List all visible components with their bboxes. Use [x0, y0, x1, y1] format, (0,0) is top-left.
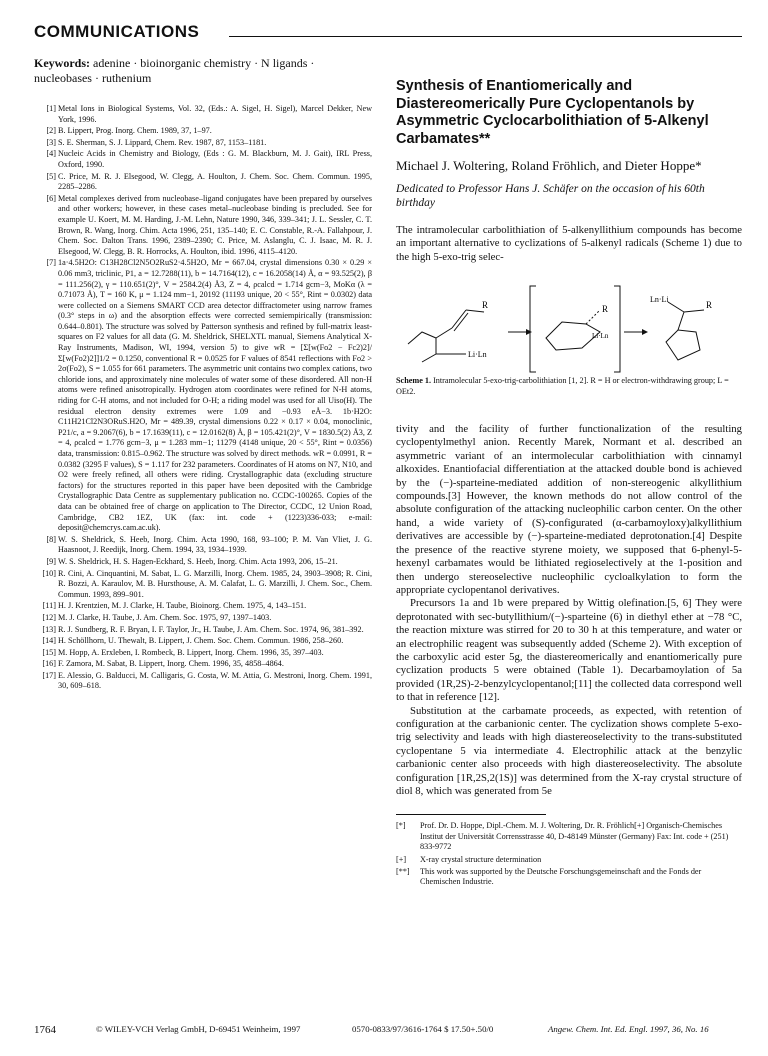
footnote-text: X-ray crystal structure determination [420, 854, 542, 864]
reference-item [34, 535, 372, 556]
scheme-label-r3: R [706, 300, 713, 311]
reference-number: [5] [46, 171, 56, 181]
reference-text: B. Lippert, Prog. Inorg. Chem. 1989, 37, 1–97. [58, 126, 212, 136]
reference-text: W. S. Sheldrick, S. Heeb, Inorg. Chim. Acta 1990, 168, 93–100; P. M. Van Vliet, J. G. Haasnoot, J. Reedijk, Inorg. Chem. 1994, 33, 1934–1939. [58, 534, 372, 555]
scheme-1-figure [396, 272, 742, 376]
reference-item [34, 569, 372, 601]
reference-text: E. Alessio, G. Balducci, M. Calligaris, G. Costa, W. M. Attia, G. Mestroni, Inorg. Chem. 1991, 30, 609–618. [58, 670, 372, 691]
reference-text: S. E. Sherman, S. J. Lippard, Chem. Rev. 1987, 87, 1153–1181. [58, 137, 267, 147]
footnote-item [396, 855, 742, 865]
reference-number: [13] [42, 624, 56, 634]
reference-item [34, 126, 372, 137]
scheme-label-li2: Li·Ln [592, 332, 609, 341]
reference-item [34, 194, 372, 258]
right-column [396, 56, 742, 890]
body-paragraph-2: Precursors 1a and 1b were prepared by Wittig olefination.[5, 6] They were deprotonated with sec-butyllithium/(−)-sparteine (6) in diethyl ether at −78 °C, the reaction mixture was stirred for 20 to 30 h at this temperature, and water or an electrophilic reagent was subsequently added (Scheme 2). With exception of the carboxylic acid ester 5g, the diastereomerically and enantiomerically pure cyclization products 5 were obtained (Table 1). Decarbamoylation of 5a provided (1R,2S)-2-benzylcyclopentanol;[11] the collected data correspond well to that in reference [12]. [396, 597, 742, 704]
scheme-caption-label: Scheme 1. [396, 376, 432, 386]
reference-text: F. Zamora, M. Sabat, B. Lippert, Inorg. Chem. 1996, 35, 4858–4864. [58, 659, 284, 669]
reference-item [34, 636, 372, 647]
reference-number: [7] [46, 258, 56, 268]
reference-text: Metal Ions in Biological Systems, Vol. 32, (Eds.: A. Sigel, H. Sigel), Marcel Dekker, New York, 1996. [58, 104, 372, 124]
scheme-label-lnli: Ln·Li [650, 295, 669, 305]
scheme-label-r2: R [602, 304, 609, 315]
scheme-label-li: Li·Ln [468, 350, 487, 360]
header-rule [229, 36, 742, 37]
article-authors: Michael J. Woltering, Roland Fröhlich, and Dieter Hoppe* [396, 158, 702, 173]
footnote-mark: [**] [396, 867, 410, 877]
body-paragraph-1: tivity and the facility of further functionalization of the resulting cyclopentylmethyl anion. Recently Marek, Normant et al. described an asymmetric variant of an intermolecular carbolithiation with cinnamyl alkoxides. Enantiofacial differentiation at the attacked double bond is achieved by the (−)-sparteine-mediated addition of non-stereogenic alkyllithium compounds.[3] However, the known methods do not allow control of the absolute configuration of the attacking nucleophilic carbon center. On the other hand, a wide variety of (S)-configurated (α-carbamoyloxy)alkyllithium derivatives are accessible by (−)-sparteine-mediated deprotonation.[4] Despite the presence of the reactive styrene moiety, we supposed that 6-phenyl-5-hexenyl carbamates would be lithiated regioselectively at the 1-position and then undergo stereoselective nucleophilic cycloalkylation to form the appropriate cyclopentanol derivatives. [396, 423, 742, 596]
footnote-text: This work was supported by the Deutsche Forschungsgemeinschaft and the Fonds der Chemischen Industrie. [420, 867, 702, 887]
scheme-caption-text: Intramolecular 5-exo-trig-carbolithiation [1, 2]. R = H or electron-withdrawing group; L = OEt2. [396, 376, 729, 396]
reference-text: H. J. Krentzien, M. J. Clarke, H. Taube, Bioinorg. Chem. 1975, 4, 143–151. [58, 601, 307, 611]
body-paragraph-3: Substitution at the carbamate proceeds, as expected, with retention of configuration at the carbanionic center. The cyclization shows complete 5-exo-trig selectivity and leads with high diastereoselectivity to the trans-substituted cyclopentane 5 via intermediate 4. Electrophilic attack at the benzylic carbanionic center also proceeds with high diastereoselectivity. The absolute configuration [1R,2S,2(1S)] was determined from the X-ray crystal structure of diol 8, which was generated from 5e [396, 704, 742, 797]
reference-item [34, 104, 372, 125]
reference-item [34, 172, 372, 193]
reference-text: Nucleic Acids in Chemistry and Biology, (Eds : G. M. Blackburn, M. J. Gait), IRL Press, Oxford, 1990. [58, 149, 372, 169]
arrowhead-1 [526, 329, 532, 335]
reference-item [34, 601, 372, 612]
open-chain-bond [408, 332, 436, 362]
footnotes [396, 821, 742, 887]
article-title: Synthesis of Enantiomerically and Diastereomerically Pure Cyclopentanols by Asymmetric Cyclocarbolithiation of 5-Alkenyl Carbamates** [396, 78, 709, 147]
reference-item [34, 625, 372, 636]
reference-text: C. Price, M. R. J. Elsegood, W. Clegg, A. Houlton, J. Chem. Soc. Chem. Commun. 1995, 2285–2286. [58, 171, 372, 192]
reference-number: [10] [42, 568, 56, 578]
reference-number: [15] [42, 647, 56, 657]
bracket-left [530, 286, 536, 372]
left-column [34, 56, 372, 693]
footnote-mark: [*] [396, 821, 406, 831]
reference-number: [12] [42, 612, 56, 622]
reference-number: [6] [46, 193, 56, 203]
reference-number: [17] [42, 670, 56, 680]
reference-number: [14] [42, 636, 56, 646]
reference-number: [9] [46, 556, 56, 566]
dedication: Dedicated to Professor Hans J. Schäfer on the occasion of his 60th birthday [396, 183, 705, 209]
keywords-text: adenine · bioinorganic chemistry · N ligands · nucleobases · ruthenium [34, 56, 315, 85]
journal-citation: Angew. Chem. Int. Ed. Engl. 1997, 36, No. 16 [548, 1024, 709, 1034]
reference-text: M. Hopp, A. Erxleben, I. Rombeck, B. Lippert, Inorg. Chem. 1996, 35, 397–403. [58, 647, 324, 657]
reference-text: R. Cini, A. Cinquantini, M. Sabat, L. G. Marzilli, Inorg. Chem. 1985, 24, 3903–3908; R. Cini, R. Bozzi, A. Karaulov, M. B. Hursthouse, A. M. Calafat, L. G. Marzilli, J. Chem. Soc., Chem. Commun. 1993, 899–901. [58, 568, 372, 599]
article-body [396, 423, 742, 798]
cyclopentane-ring [666, 330, 700, 360]
footnote-text: Prof. Dr. D. Hoppe, Dipl.-Chem. M. J. Woltering, Dr. R. Fröhlich[+] Organisch-Chemisches Institut der Universität Corrensstrasse 40, D-48149 Münster (Germany) Fax: Int. code + (251) 833-9772 [420, 821, 729, 852]
reference-text: 1a·4.5H2O: C13H28Cl2N5O2RuS2·4.5H2O, Mr = 667.04, crystal dimensions 0.30 × 0.29 × 0.06 mm3, triclinic, P1, a = 12.7288(11), b = 14.7164(12), c = 16.2058(14) Å, α = 93.525(2), β = 111.256(2), γ = 110.651(2)°, V = 2584.2(4) Å3, Z = 4, ρcalcd = 1.714 gcm−3, MoKα (λ = 0.71073 Å), T = 160 K, μ = 1.124 mm−1, 20192 (11193 unique, 20 < 55°, Rint = 0.0302) data were collected on a Siemens SMART CCD area detector diffractometer using narrow frames (0.3° steps in ω) and the absorption effects were corrected semiempirically (transmission: 0.644–0.801). The structure was solved by Patterson synthesis and refined by full-matrix least-squares on F2 values for all data (G. M. Sheldrick, SHELXTL manual, Siemens Analytical X-Ray Instruments, Madison, WI, 1994, version 5) to give wR = [Σ[w(Fo2 − Fc2)2]/Σ[w(Fo2)2]]1/2 = 0.1250, conventional R = 0.0525 for F values of 8541 reflections with Fo2 > 2σ(Fo2), S = 1.055 for 661 parameters. The asymmetric unit contains two complex cations, two chloride ions, and approximately nine molecules of water some of these disordered. All non-H atoms were refined anisotropically. Hydrogen atom coordinates were refined for N-H atoms, riding for C-H atoms, and not included for O-H; a riding model was used for all Uiso(H). The residual electron density extremes were 1.09 and −0.93 eÅ−3. 1b·H2O: C11H21Cl2N3ORuS.H2O, Mr = 489.39, crystal dimensions 0.22 × 0.17 × 0.04, monoclinic, P21/c, a = 9.2067(6), b = 17.1639(11), c = 12.0162(8) Å, β = 105.421(2)°, V = 1830.5(2) Å3, Z = 4, ρcalcd = 1.776 gcm−3, μ = 1.283 mm−1; 11279 (4148 unique, 20 < 55°, Rint = 0.0356) data, transmission: 0.815–0.962. The structure was solved by direct methods. wR = 0.0991, R = 0.0382 (3295 F values), S = 1.117 for 232 parameters. Coordinates of H atoms on N7, N10, and O2 were freely refined, all others were riding. Crystallographic data (excluding structure factors) for the structures reported in this paper have been deposited with the Cambridge Crystallographic Data Centre as supplementary publication no. CCDC-100265. Copies of the data can be obtained free of charge on application to The Director, CCDC, 12 Union Road, Cambridge, CB2 1EZ, UK (fax: int. code + (1223)336-033; e-mail: deposit@chemcrys.cam.ac.uk). [58, 258, 372, 533]
scheme-label-r1: R [482, 300, 489, 311]
footnote-item [396, 867, 742, 888]
scheme-1-caption [396, 376, 742, 397]
scheme-1-drawing [396, 272, 742, 376]
reference-number: [3] [46, 137, 56, 147]
reference-item [34, 648, 372, 659]
bracket-right [614, 286, 620, 372]
reference-number: [8] [46, 534, 56, 544]
arrowhead-2 [642, 329, 648, 335]
page-number: 1764 [34, 1024, 56, 1036]
keywords-label: Keywords: [34, 56, 90, 70]
reference-number: [1] [46, 104, 56, 113]
page-footer [34, 1024, 742, 1038]
section-title: COMMUNICATIONS [34, 22, 200, 41]
reference-text: Metal complexes derived from nucleobase–ligand conjugates have been prepared by ourselves and other workers; however, in these cases metal–nucleobase binding is precluded. See for example U. Koert, M. M. Harding, J.-M. Lehn, Nature 1990, 346, 339–341; J. L. Sessler, C. T. Brown, R. Wang, Inorg. Chim. Acta 1996, 251, 135–140; E. C. Constable, R.-A. Fallahpour, J. Chem. Soc. Dalton Trans. 1996, 2389–2390; C. Price, M. Aslanglu, C. J. Isaac, M. R. J. Elsegood, W. Clegg, B. R. Horrocks, A. Houlton, ibid. 1996, 4115–4120. [58, 193, 372, 256]
reference-item [34, 138, 372, 149]
reference-text: R. J. Sundberg, R. F. Bryan, I. F. Taylor, Jr., H. Taube, J. Am. Chem. Soc. 1974, 96, 381–392. [58, 624, 364, 634]
footnote-item [396, 821, 742, 852]
reference-text: M. J. Clarke, H. Taube, J. Am. Chem. Soc. 1975, 97, 1397–1403. [58, 612, 272, 622]
reference-item [34, 659, 372, 670]
reference-item [34, 258, 372, 533]
copyright: © WILEY-VCH Verlag GmbH, D-69451 Weinheim, 1997 [96, 1024, 301, 1034]
footnote-rule [396, 814, 546, 815]
reference-item [34, 613, 372, 624]
reference-text: H. Schöllhorn, U. Thewalt, B. Lippert, J. Chem. Soc. Chem. Commun. 1986, 258–260. [58, 636, 344, 646]
reference-item [34, 557, 372, 568]
reference-number: [2] [46, 126, 56, 136]
reference-list [34, 104, 372, 692]
reference-text: W. S. Sheldrick, H. S. Hagen-Eckhard, S. Heeb, Inorg. Chim. Acta 1993, 206, 15–21. [58, 556, 338, 566]
reference-item [34, 149, 372, 170]
footnote-mark: [+] [396, 854, 407, 864]
reference-item [34, 671, 372, 692]
vinyl-bond [436, 328, 452, 338]
intro-paragraph: The intramolecular carbolithiation of 5-alkenyllithium compounds has become an important alternative to cyclizations of 5-alkenyl radicals (Scheme 1) due to the high 5-exo-trig selec- [396, 224, 742, 263]
reference-number: [4] [46, 149, 56, 159]
page-header [34, 20, 742, 42]
keywords [34, 56, 372, 86]
article-code: 0570-0833/97/3616-1764 $ 17.50+.50/0 [352, 1024, 494, 1034]
reference-number: [11] [42, 601, 56, 611]
reference-number: [16] [42, 659, 56, 669]
